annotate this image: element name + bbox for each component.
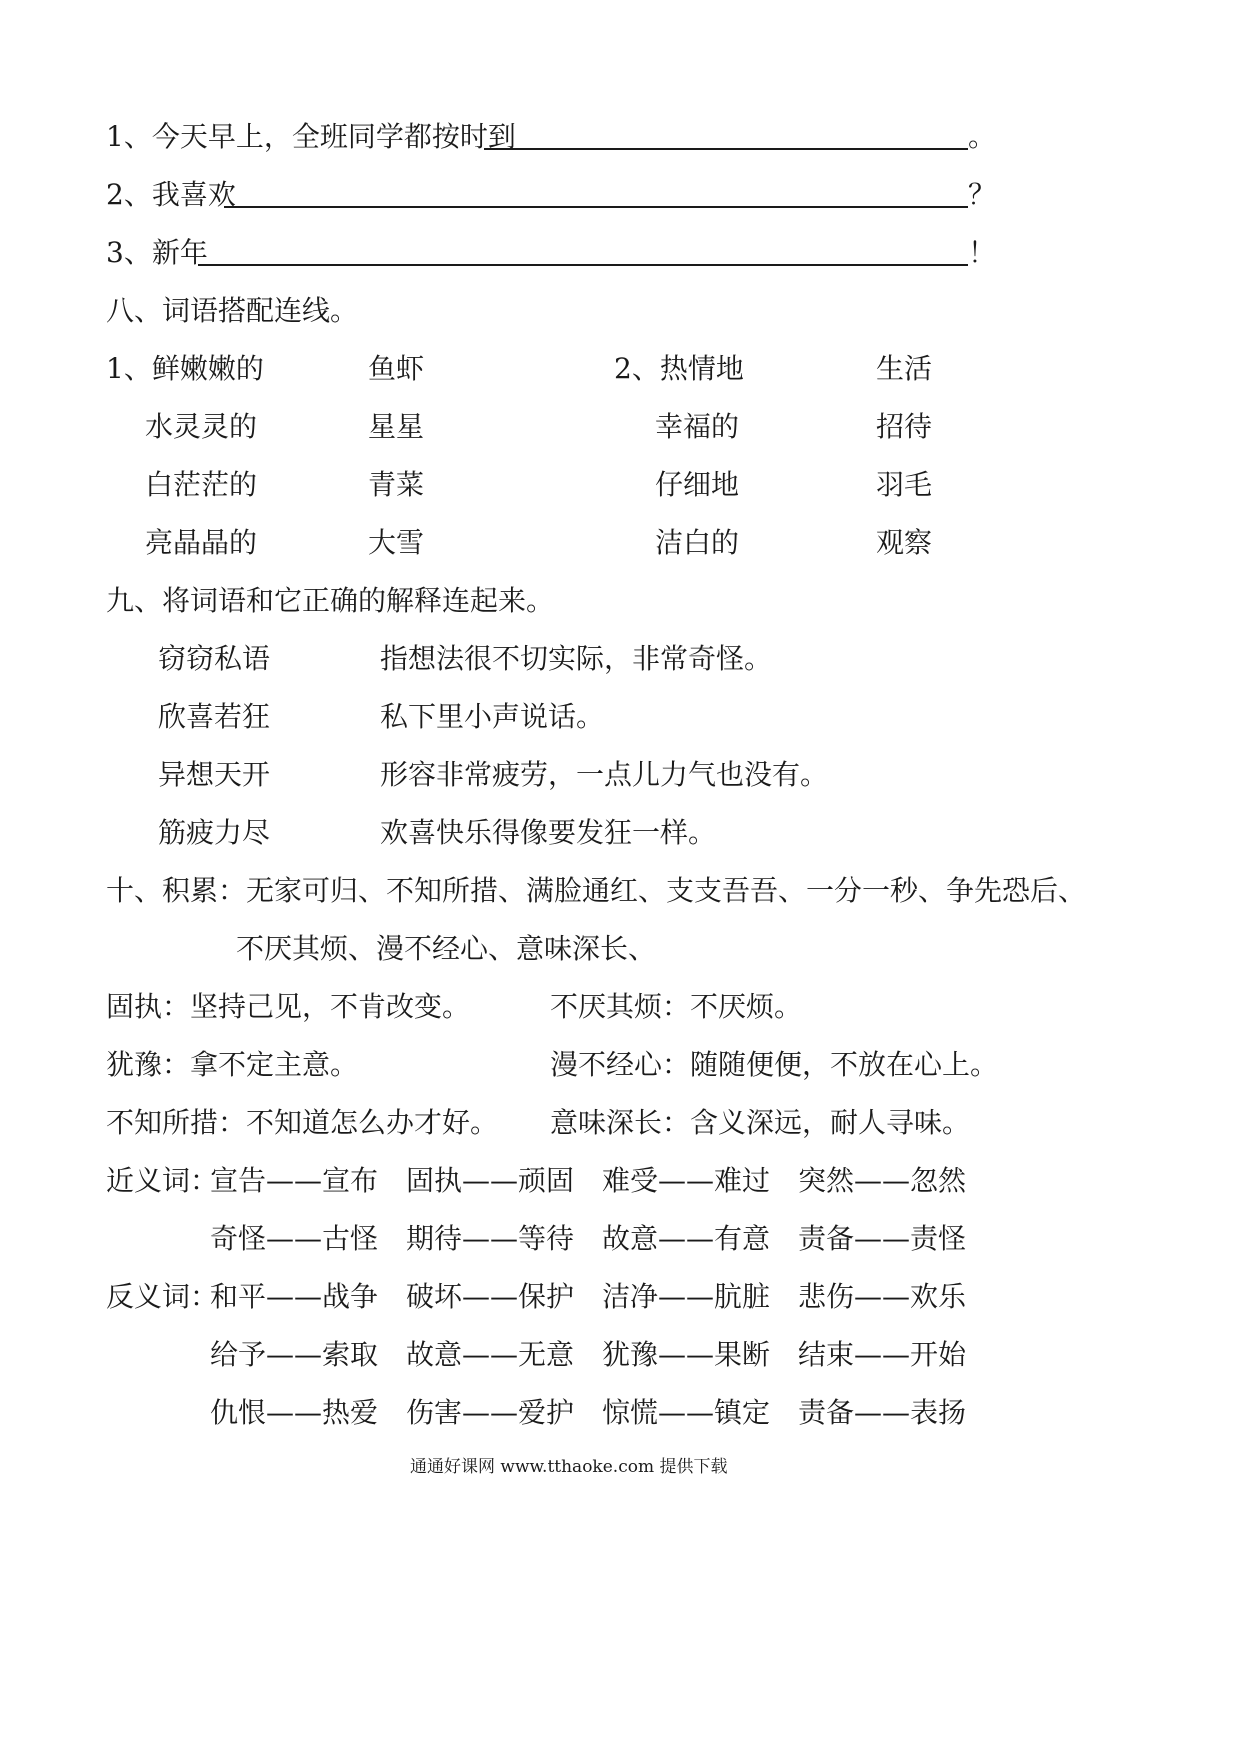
s9-meaning-2: 私下里小声说话。 (380, 700, 605, 733)
section10-line2: 不厌其烦、漫不经心、意味深长、 (236, 932, 657, 965)
synonym-pair: 期待——等待 (406, 1222, 575, 1255)
def-left-2: 犹豫：拿不定主意。 (106, 1048, 359, 1081)
fill-3-end: ！ (968, 236, 997, 269)
fill-2-blank[interactable] (224, 206, 968, 208)
synonym-pair: 故意——有意 (602, 1222, 771, 1255)
antonym-pair: 洁净——肮脏 (602, 1280, 771, 1313)
def-left-3: 不知所措：不知道怎么办才好。 (106, 1106, 499, 1139)
antonym-pair: 责备——表扬 (798, 1396, 967, 1429)
s8-g1-right-3: 青菜 (368, 468, 425, 501)
def-right-3: 意味深长：含义深远，耐人寻味。 (550, 1106, 971, 1139)
s8-g2-left-2: 幸福的 (655, 410, 740, 443)
fill-1-prefix: 1、今天早上，全班同学都按时到 (106, 120, 516, 153)
synonym-pair: 宣告——宣布 (210, 1164, 379, 1197)
s9-word-2: 欣喜若狂 (158, 700, 271, 733)
synonym-pair: 责备——责怪 (798, 1222, 967, 1255)
synonym-pair: 难受——难过 (602, 1164, 771, 1197)
s8-g2-left-4: 洁白的 (655, 526, 740, 559)
fill-1-blank[interactable] (484, 148, 968, 150)
s8-g2-right-4: 观察 (876, 526, 933, 559)
fill-2-prefix: 2、我喜欢 (106, 178, 236, 211)
s8-g2-left-1: 2、热情地 (614, 352, 744, 385)
s9-word-3: 异想天开 (158, 758, 271, 791)
s8-g2-right-3: 羽毛 (876, 468, 933, 501)
s8-g1-right-4: 大雪 (368, 526, 425, 559)
antonym-pair: 故意——无意 (406, 1338, 575, 1371)
antonyms-label: 反义词： (106, 1280, 219, 1313)
synonym-pair: 突然——忽然 (798, 1164, 967, 1197)
antonym-pair: 破坏——保护 (406, 1280, 575, 1313)
s8-g1-left-2: 水灵灵的 (145, 410, 258, 443)
s8-g1-left-4: 亮晶晶的 (145, 526, 258, 559)
section10-line1: 十、积累：无家可归、不知所措、满脸通红、支支吾吾、一分一秒、争先恐后、 (106, 874, 1087, 907)
fill-1-end: 。 (968, 120, 997, 153)
def-right-1: 不厌其烦：不厌烦。 (550, 990, 803, 1023)
s9-word-4: 筋疲力尽 (158, 816, 271, 849)
antonym-pair: 仇恨——热爱 (210, 1396, 379, 1429)
synonyms-label: 近义词： (106, 1164, 219, 1197)
s8-g2-left-3: 仔细地 (655, 468, 740, 501)
fill-2-end: ？ (968, 178, 997, 211)
section8-heading: 八、词语搭配连线。 (106, 294, 359, 327)
section9-heading: 九、将词语和它正确的解释连起来。 (106, 584, 555, 617)
s9-meaning-1: 指想法很不切实际，非常奇怪。 (380, 642, 773, 675)
page-footer: 通通好课网 www.tthaoke.com 提供下载 (410, 1457, 728, 1477)
s9-word-1: 窃窃私语 (158, 642, 271, 675)
antonym-pair: 悲伤——欢乐 (798, 1280, 967, 1313)
s8-g2-right-1: 生活 (876, 352, 933, 385)
s8-g2-right-2: 招待 (876, 410, 933, 443)
antonym-pair: 犹豫——果断 (602, 1338, 771, 1371)
def-left-1: 固执：坚持己见，不肯改变。 (106, 990, 471, 1023)
s8-g1-left-3: 白茫茫的 (145, 468, 258, 501)
def-right-2: 漫不经心：随随便便，不放在心上。 (550, 1048, 999, 1081)
antonym-pair: 惊慌——镇定 (602, 1396, 771, 1429)
antonym-pair: 伤害——爱护 (406, 1396, 575, 1429)
s9-meaning-4: 欢喜快乐得像要发狂一样。 (380, 816, 717, 849)
synonym-pair: 固执——顽固 (406, 1164, 575, 1197)
antonym-pair: 和平——战争 (210, 1280, 379, 1313)
antonym-pair: 结束——开始 (798, 1338, 967, 1371)
s9-meaning-3: 形容非常疲劳，一点儿力气也没有。 (380, 758, 829, 791)
s8-g1-left-1: 1、鲜嫩嫩的 (106, 352, 264, 385)
antonym-pair: 给予——索取 (210, 1338, 379, 1371)
s8-g1-right-2: 星星 (368, 410, 425, 443)
s8-g1-right-1: 鱼虾 (368, 352, 425, 385)
synonym-pair: 奇怪——古怪 (210, 1222, 379, 1255)
fill-3-prefix: 3、新年 (106, 236, 208, 269)
fill-3-blank[interactable] (198, 264, 968, 266)
